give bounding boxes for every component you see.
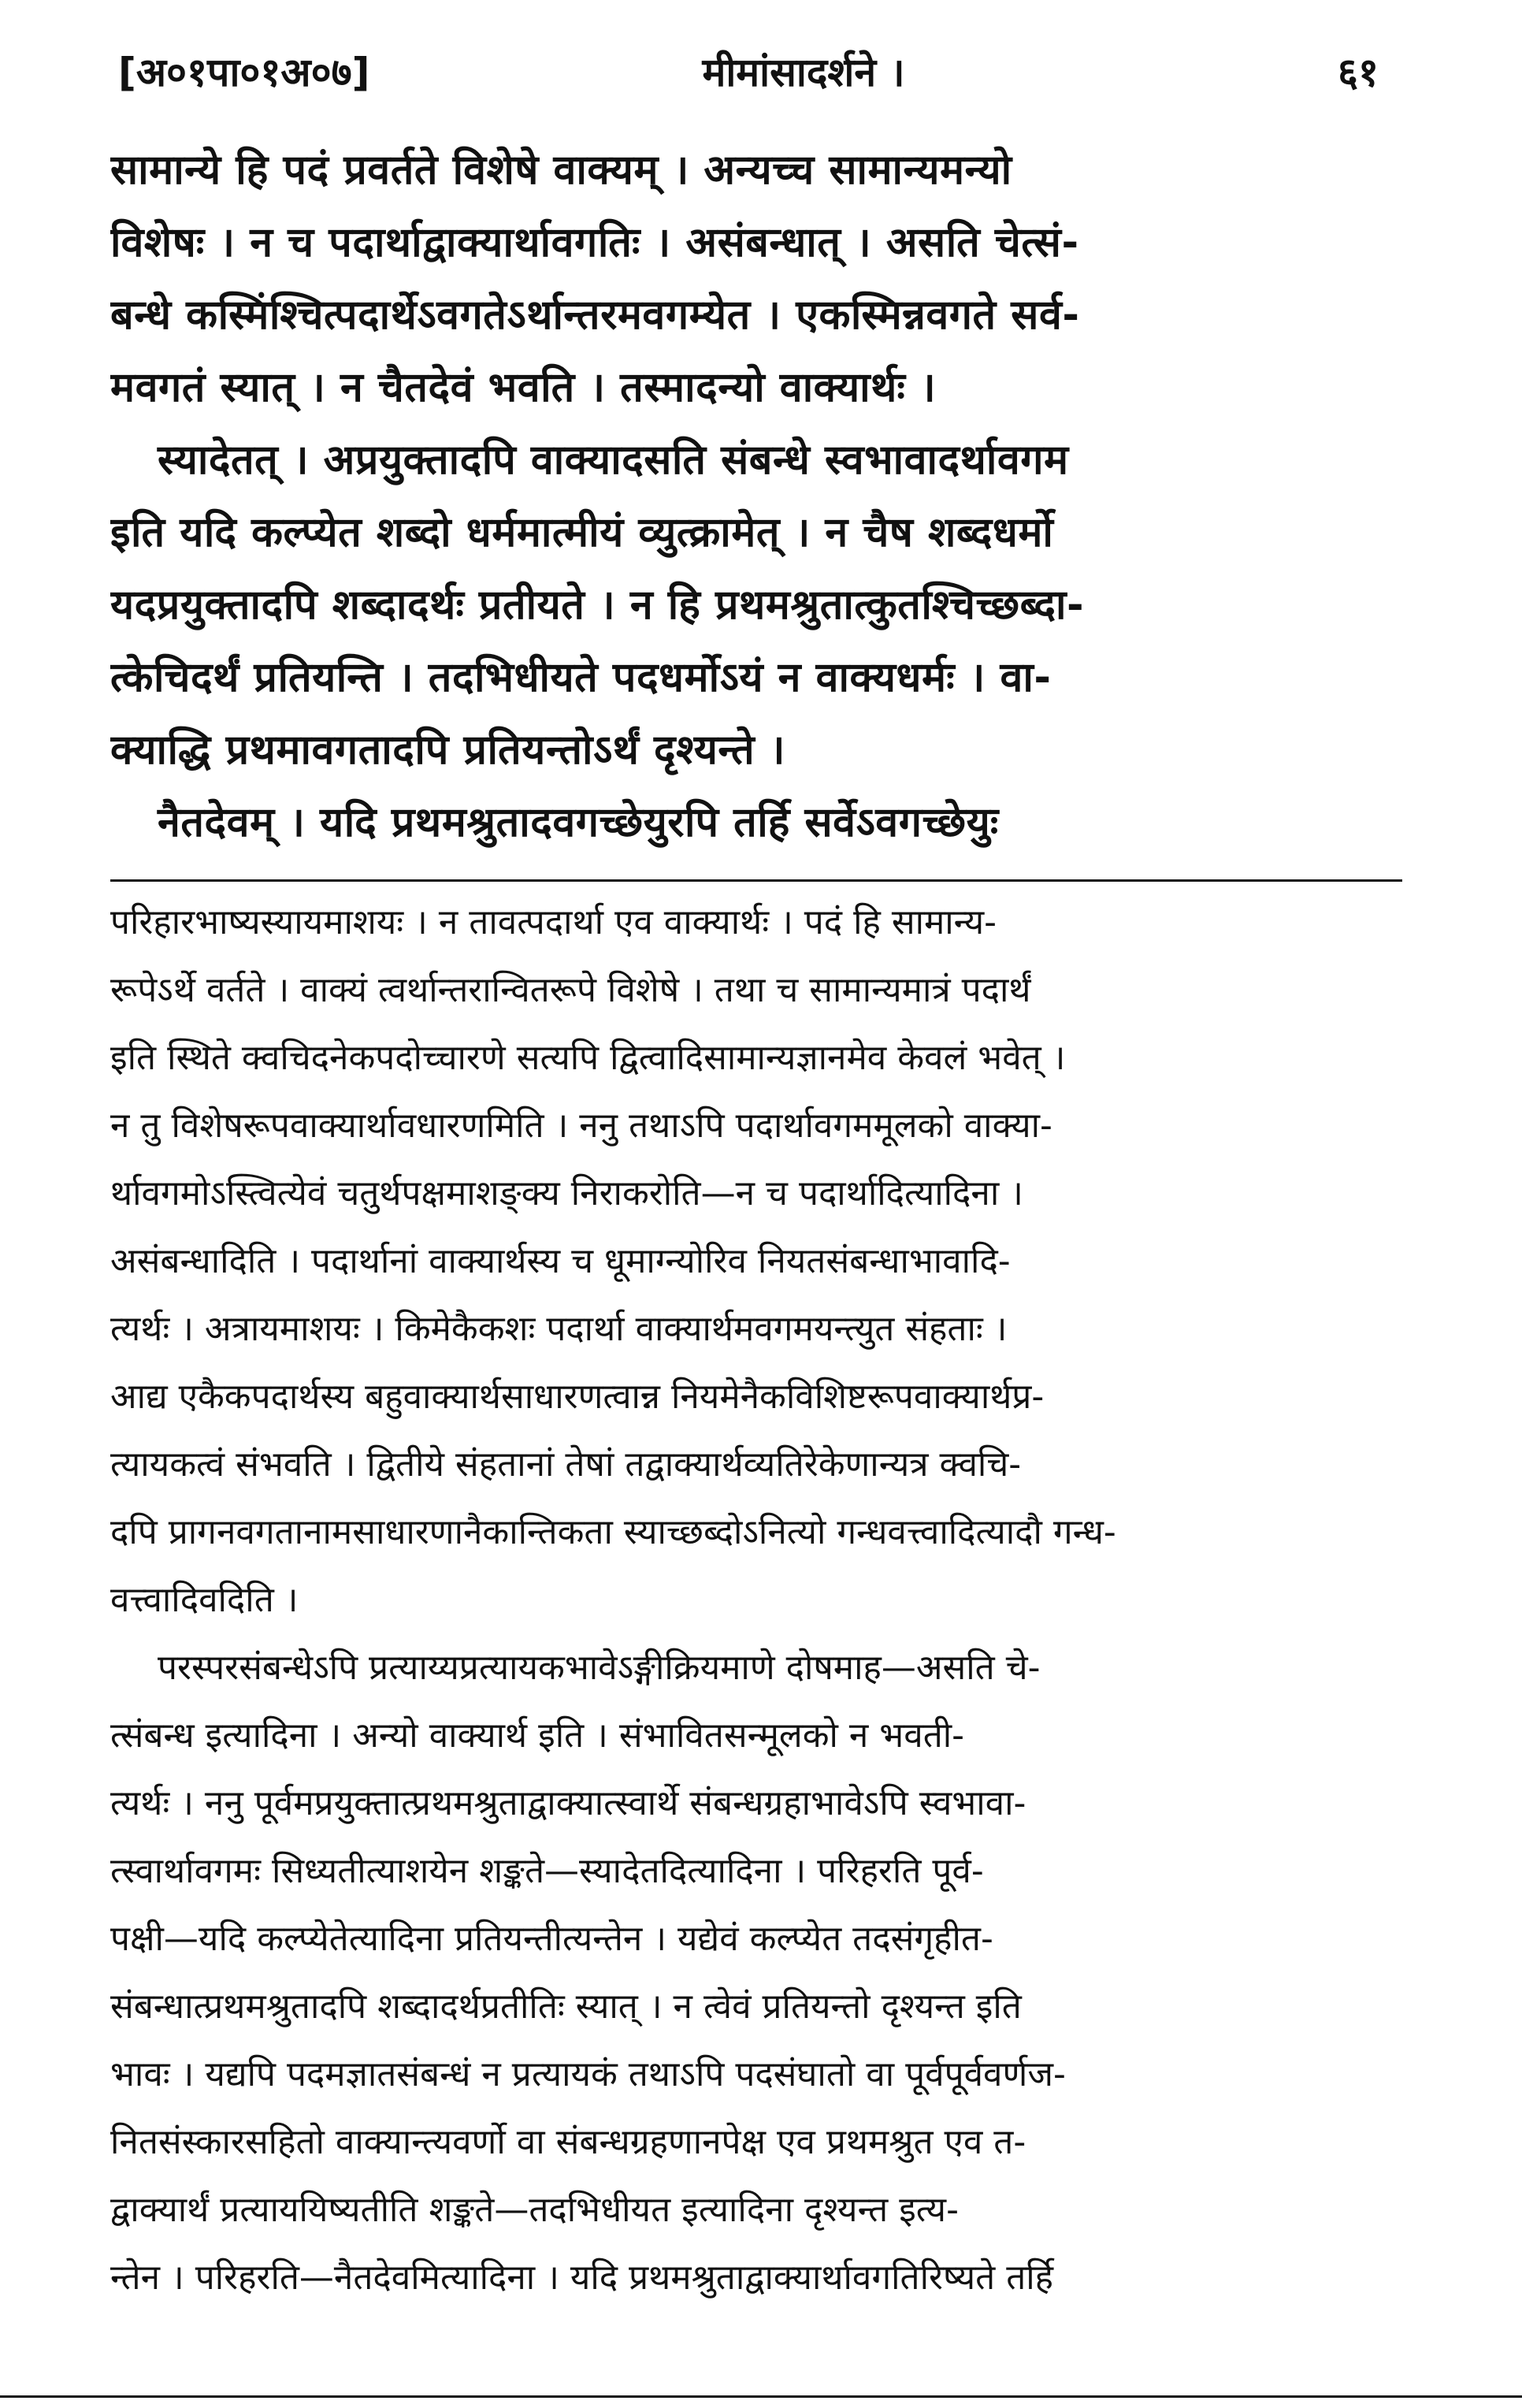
commentary-line: न्तेन । परिहरति—नैतदेवमित्यादिना । यदि प्रथमश्रुताद्वाक्यार्थावगतिरिष्यते तर्हि xyxy=(110,2258,1054,2298)
section-reference: [अ०१पा०१अ०७] xyxy=(118,50,370,95)
main-line: बन्धे कस्मिंश्चित्पदार्थेऽवगतेऽर्थान्तरमवगम्येत । एकस्मिन्नवगते सर्व- xyxy=(110,292,1080,339)
commentary-line: परिहारभाष्यस्यायमाशयः । न तावत्पदार्था एव वाक्यार्थः । पदं हि सामान्य- xyxy=(110,902,997,942)
commentary-line: दपि प्रागनवगतानामसाधारणानैकान्तिकता स्याच्छब्दोऽनित्यो गन्धवत्त्वादित्यादौ गन्ध- xyxy=(110,1512,1116,1552)
main-line: विशेषः । न च पदार्थाद्वाक्यार्थावगतिः । असंबन्धात् । असति चेत्सं- xyxy=(110,219,1079,266)
commentary-line: पक्षी—यदि कल्प्येतेत्यादिना प्रतियन्तीत्यन्तेन । यद्येवं कल्प्येत तदसंगृहीत- xyxy=(110,1919,993,1959)
commentary-line: असंबन्धादिति । पदार्थानां वाक्यार्थस्य च धूमाग्न्योरिव नियतसंबन्धाभावादि- xyxy=(110,1241,1011,1281)
commentary-line: इति स्थिते क्वचिदनेकपदोच्चारणे सत्यपि द्वित्वादिसामान्यज्ञानमेव केवलं भवेत् । xyxy=(110,1038,1066,1078)
commentary-text xyxy=(110,889,1402,2312)
page-number: ६१ xyxy=(1338,50,1379,95)
main-text xyxy=(110,134,1402,859)
commentary-line: वत्त्वादिवदिति । xyxy=(110,1580,299,1620)
commentary-line: द्वाक्यार्थं प्रत्याययिष्यतीति शङ्कते—तदभिधीयत इत्यादिना दृश्यन्त इत्य- xyxy=(110,2190,959,2230)
commentary-line: संबन्धात्प्रथमश्रुतादपि शब्दादर्थप्रतीतिः स्यात् । न त्वेवं प्रतियन्तो दृश्यन्त इति xyxy=(110,1986,1022,2027)
main-line: स्यादेतत् । अप्रयुक्तादपि वाक्यादसति संबन्धे स्वभावादर्थावगम xyxy=(158,437,1069,484)
bottom-edge-rule xyxy=(0,2395,1522,2398)
main-line: त्केचिदर्थं प्रतियन्ति । तदभिधीयते पदधर्मोऽयं न वाक्यधर्मः । वा- xyxy=(110,654,1052,701)
commentary-line: आद्य एकैकपदार्थस्य बहुवाक्यार्थसाधारणत्वान्न नियमेनैकविशिष्टरूपवाक्यार्थप्र- xyxy=(110,1377,1045,1417)
main-line: सामान्ये हि पदं प्रवर्तते विशेषे वाक्यम् । अन्यच्च सामान्यमन्यो xyxy=(110,147,1012,194)
commentary-line: त्संबन्ध इत्यादिना । अन्यो वाक्यार्थ इति । संभावितसन्मूलको न भवती- xyxy=(110,1715,965,1756)
commentary-line: भावः । यद्यपि पदमज्ञातसंबन्धं न प्रत्यायकं तथाऽपि पदसंघातो वा पूर्वपूर्ववर्णज- xyxy=(110,2054,1066,2094)
commentary-line: त्यर्थः । ननु पूर्वमप्रयुक्तात्प्रथमश्रुताद्वाक्यात्स्वार्थे संबन्धग्रहाभावेऽपि स्वभावा- xyxy=(110,1783,1026,1823)
commentary-line: त्यर्थः । अत्रायमाशयः । किमेकैकशः पदार्था वाक्यार्थमवगमयन्त्युत संहताः । xyxy=(110,1309,1008,1349)
page-header xyxy=(118,39,1379,102)
main-line: इति यदि कल्प्येत शब्दो धर्ममात्मीयं व्युत्क्रामेत् । न चैष शब्दधर्मो xyxy=(110,509,1054,556)
separator-rule xyxy=(110,879,1402,882)
main-line: यदप्रयुक्तादपि शब्दादर्थः प्रतीयते । न हि प्रथमश्रुतात्कुतश्चिच्छब्दा- xyxy=(110,582,1085,629)
main-line: नैतदेवम् । यदि प्रथमश्रुतादवगच्छेयुरपि तर्हि सर्वेऽवगच्छेयुः xyxy=(158,799,999,846)
main-line: मवगतं स्यात् । न चैतदेवं भवति । तस्मादन्यो वाक्यार्थः । xyxy=(110,364,937,411)
commentary-line: त्यायकत्वं संभवति । द्वितीये संहतानां तेषां तद्वाक्यार्थव्यतिरेकेणान्यत्र क्वचि- xyxy=(110,1444,1022,1485)
commentary-line: र्थावगमोऽस्त्वित्येवं चतुर्थपक्षमाशङ्क्य निराकरोति—न च पदार्थादित्यादिना । xyxy=(110,1173,1023,1213)
commentary-line: न तु विशेषरूपवाक्यार्थावधारणमिति । ननु तथाऽपि पदार्थावगममूलको वाक्या- xyxy=(110,1106,1052,1146)
commentary-line: रूपेऽर्थे वर्तते । वाक्यं त्वर्थान्तरान्वितरूपे विशेषे । तथा च सामान्यमात्रं पदार्थं xyxy=(110,970,1031,1010)
commentary-line: नितसंस्कारसहितो वाक्यान्त्यवर्णो वा संबन्धग्रहणानपेक्ष एव प्रथमश्रुत एव त- xyxy=(110,2122,1026,2162)
commentary-line: त्स्वार्थावगमः सिध्यतीत्याशयेन शङ्कते—स्यादेतदित्यादिना । परिहरति पूर्व- xyxy=(110,1851,984,1891)
commentary-line: परस्परसंबन्धेऽपि प्रत्याय्यप्रत्यायकभावेऽङ्गीक्रियमाणे दोषमाह—असति चे- xyxy=(158,1648,1041,1688)
running-title: मीमांसादर्शने । xyxy=(702,50,905,95)
main-line: क्याद्धि प्रथमावगतादपि प्रतियन्तोऽर्थं दृश्यन्ते । xyxy=(110,726,785,774)
